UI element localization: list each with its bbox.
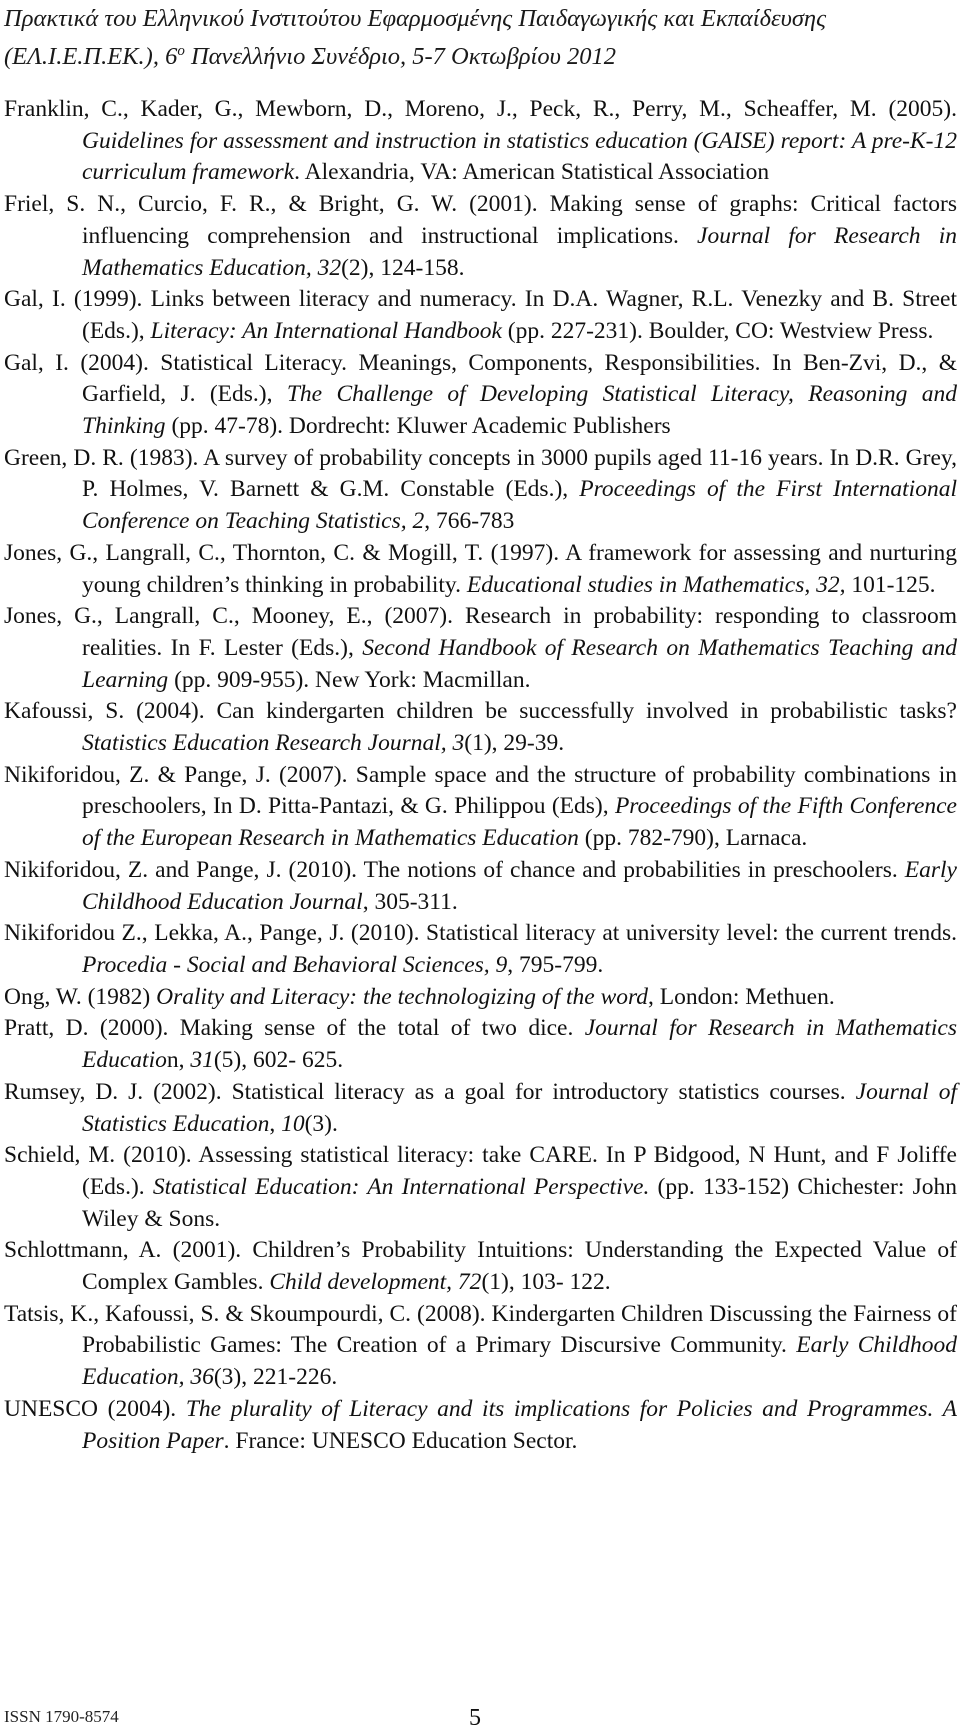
reference-italic-part: Orality and Literacy: the technologizing of the word xyxy=(156,983,649,1010)
reference-text-part: Schield, M. (2010). Assessing statistical literacy: take CARE. In P Bidgood, N Hunt, and F Joliffe (Eds.). xyxy=(4,1142,957,1200)
reference-italic-part: Statistics Education Research Journal, 3 xyxy=(82,730,465,757)
reference-text-part: Franklin, C., Kader, G., Mewborn, D., Moreno, J., Peck, R., Perry, M., Scheaffer, M. (2005). xyxy=(4,96,957,122)
reference-italic-part: Proceedings of the Fifth Conference of the European Research in Mathematics Education xyxy=(82,793,957,852)
reference-entry xyxy=(4,443,957,538)
footer-issn: ISSN 1790-8574 xyxy=(4,1707,119,1726)
reference-text-part: Green, D. R. (1983). A survey of probability concepts in 3000 pupils aged 11-16 years. In D.R. Grey, P. Holmes, V. Barnett & G.M. Constable (Eds.), xyxy=(4,444,957,503)
reference-italic-part: Second Handbook of Research on Mathematics Teaching and Learning xyxy=(82,634,957,693)
reference-entry xyxy=(4,855,957,918)
reference-entry xyxy=(4,1299,957,1394)
reference-italic-part: Journal of Statistics Education xyxy=(82,1078,957,1137)
reference-text-part: (1), 29-39. xyxy=(464,730,565,757)
reference-text-part: (pp. 47-78). Dordrecht: Kluwer Academic Publishers xyxy=(165,413,671,440)
reference-italic-part: Proceedings of the First International Conference on Teaching Statistics, 2 xyxy=(82,476,957,535)
reference-italic-part: Journal for Research in Mathematics Educatio xyxy=(82,1015,958,1074)
reference-entry xyxy=(4,918,957,981)
reference-italic-part: Journal for Research in Mathematics Education, 32 xyxy=(82,222,958,281)
reference-entry xyxy=(4,189,957,284)
reference-text-part: (5), 602- 625. xyxy=(213,1047,344,1074)
reference-text-part: , London: Methuen. xyxy=(648,983,835,1010)
reference-text-part: , 795-799. xyxy=(507,951,604,978)
reference-text-part: , 305-311. xyxy=(362,888,458,915)
reference-text-part: (pp. 782-790), Larnaca. xyxy=(578,825,808,852)
reference-italic-part: The plurality of Literacy and its implications for Policies and Programmes. A Position Paper xyxy=(82,1395,957,1454)
reference-entry xyxy=(4,696,957,759)
reference-italic-part: Educational studies in Mathematics, 32, xyxy=(466,571,846,598)
reference-entry xyxy=(4,1077,957,1140)
reference-text-part: n, xyxy=(166,1047,191,1074)
references-list xyxy=(4,94,957,1457)
reference-entry xyxy=(4,1140,957,1235)
reference-entry xyxy=(4,284,957,347)
reference-italic-part: Procedia - Social and Behavioral Sciences, 9 xyxy=(82,951,508,978)
reference-text-part: Jones, G., Langrall, C., Mooney, E., (2007). Research in probability: responding to classroom realities. In F. Lester (Eds.), xyxy=(4,603,957,661)
reference-text-part: UNESCO (2004). xyxy=(4,1395,186,1422)
reference-text-part: (pp. 909-955). New York: Macmillan. xyxy=(168,666,531,693)
reference-text-part: Tatsis, K., Kafoussi, S. & Skoumpourdi, C. (2008). Kindergarten Children Discussing the Fairness of Probabilistic Games: The Creation of a Primary Discursive Community. xyxy=(4,1300,957,1359)
reference-text-part: . France: UNESCO Education Sector. xyxy=(223,1427,578,1454)
reference-text-part: Nikiforidou, Z. and Pange, J. (2010). The notions of chance and probabilities in preschoolers. xyxy=(4,856,905,883)
reference-text-part: Ong, W. (1982) xyxy=(4,983,157,1010)
reference-entry xyxy=(4,348,957,443)
header-line-1: Πρακτικά του Ελληνικού Ινστιτούτου Εφαρμοσμένης Παιδαγωγικής και Εκπαίδευσης xyxy=(4,5,827,32)
reference-text-part: Schlottmann, A. (2001). Children’s Probability Intuitions: Understanding the Expected Value of Complex Gambles. xyxy=(4,1237,957,1296)
reference-text-part: , xyxy=(269,1110,282,1137)
reference-italic-part: 10 xyxy=(281,1110,305,1137)
running-header xyxy=(4,2,949,73)
reference-text-part: . Alexandria, VA: American Statistical Association xyxy=(294,159,770,186)
header-line-2-pre: (ΕΛ.Ι.Ε.Π.ΕΚ.), 6 xyxy=(4,43,178,70)
reference-text-part: , 766-783 xyxy=(424,508,515,535)
reference-entry xyxy=(4,601,957,696)
reference-entry xyxy=(4,760,957,855)
reference-text-part: (3), 221-226. xyxy=(213,1364,338,1391)
reference-italic-part: Child development, 72 xyxy=(269,1269,482,1296)
reference-entry xyxy=(4,1013,957,1076)
reference-italic-part: The Challenge of Developing Statistical Literacy, Reasoning and Thinking xyxy=(82,381,958,440)
reference-text-part: 101-125. xyxy=(845,571,936,598)
reference-italic-part: Early Childhood Education, 36 xyxy=(82,1332,957,1391)
reference-text-part: (3). xyxy=(304,1110,338,1137)
reference-entry xyxy=(4,1235,957,1298)
reference-text-part: Friel, S. N., Curcio, F. R., & Bright, G. W. (2001). Making sense of graphs: Critical factors influencing comprehension and instructional implications. xyxy=(4,191,957,249)
reference-italic-part: Literacy: An International Handbook xyxy=(150,317,502,344)
reference-text-part: (pp. 227-231). Boulder, CO: Westview Press. xyxy=(501,317,934,344)
reference-italic-part: Early Childhood Education Journal xyxy=(82,856,957,915)
reference-entry xyxy=(4,982,957,1014)
reference-italic-part: Guidelines for assessment and instruction in statistics education (GAISE) report: A pre-K-12 curriculum framework xyxy=(82,127,957,186)
reference-text-part: Nikiforidou, Z. & Pange, J. (2007). Sample space and the structure of probability combinations in preschoolers, In D. Pitta-Pantazi, & G. Philippou (Eds), xyxy=(4,761,957,820)
reference-text-part: Kafoussi, S. (2004). Can kindergarten children be successfully involved in probabilistic tasks? xyxy=(4,698,957,725)
reference-entry xyxy=(4,538,957,601)
reference-text-part: (pp. 133-152) Chichester: John Wiley & Sons. xyxy=(82,1173,957,1232)
reference-italic-part: Statistical Education: An International Perspective. xyxy=(152,1173,650,1200)
header-line-2-post: Πανελλήνιο Συνέδριο, 5-7 Οκτωβρίου 2012 xyxy=(184,43,616,70)
reference-text-part: (2), 124-158. xyxy=(341,254,465,281)
reference-entry xyxy=(4,94,957,189)
reference-text-part: Rumsey, D. J. (2002). Statistical literacy as a goal for introductory statistics courses. xyxy=(4,1078,856,1105)
reference-text-part: Jones, G., Langrall, C., Thornton, C. & Mogill, T. (1997). A framework for assessing and nurturing young children’s thinking in probability. xyxy=(4,539,957,598)
reference-text-part: Pratt, D. (2000). Making sense of the total of two dice. xyxy=(4,1015,585,1042)
header-line-2 xyxy=(4,35,949,73)
page-number: 5 xyxy=(469,1705,481,1731)
reference-text-part: Gal, I. (1999). Links between literacy and numeracy. In D.A. Wagner, R.L. Venezky and B. Street (Eds.), xyxy=(4,286,957,344)
header-line-2-sup: ο xyxy=(177,43,185,59)
reference-entry xyxy=(4,1394,957,1457)
reference-italic-part: 31 xyxy=(190,1047,214,1074)
reference-text-part: Gal, I. (2004). Statistical Literacy. Meanings, Components, Responsibilities. In Ben-Zvi, D., & Garfield, J. (Eds.), xyxy=(4,349,957,408)
reference-text-part: (1), 103- 122. xyxy=(481,1269,611,1296)
reference-text-part: Nikiforidou Z., Lekka, A., Pange, J. (2010). Statistical literacy at university level: the current trends. xyxy=(4,920,957,947)
